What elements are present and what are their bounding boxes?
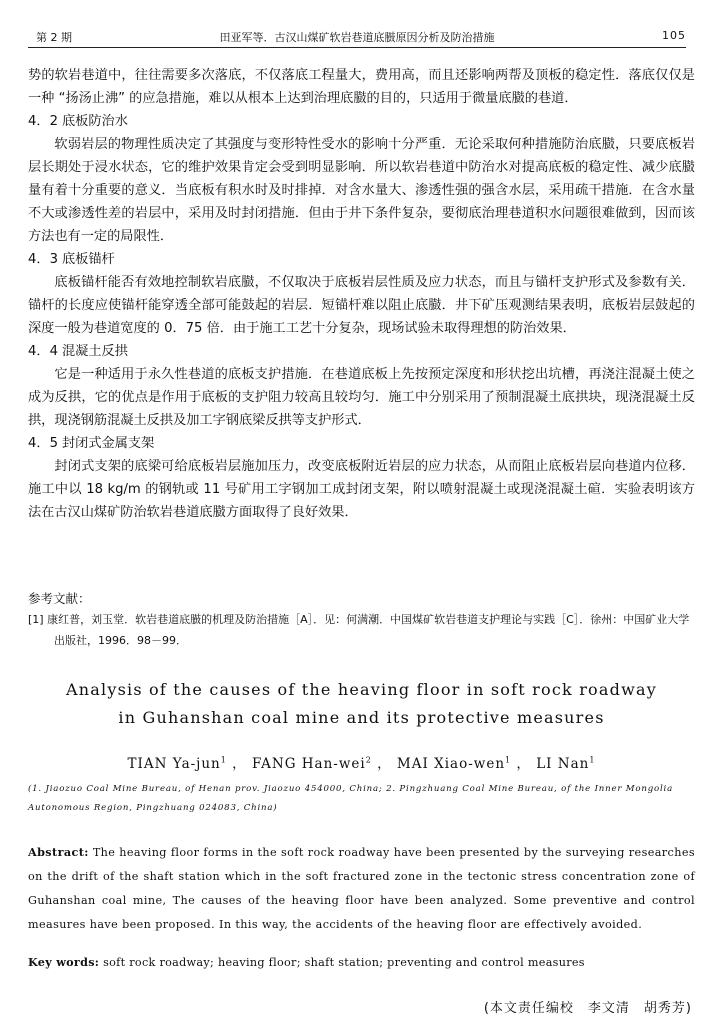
abstract-text: The heaving floor forms in the soft rock roadway have been presented by the surveying researches on the drift of the shaft station which in the soft fractured zone in the tectonic stress concentration zone of Guhanshan coal mine, The causes of the heaving floor have been analyzed. Some preventive and control measures have been proposed. In this way, the accidents of the heaving floor are effectively avoided. [28,846,695,931]
paragraph-4-3: 底板锚杆能否有效地控制软岩底臌，不仅取决于底板岩层性质及应力状态，而且与锚杆支护形式及参数有关．锚杆的长度应使锚杆能穿透全部可能鼓起的岩层．短锚杆难以阻止底臌．井下矿压观测结果表明，底板岩层鼓起的深度一般为巷道宽度的 0．75 倍．由于施工工艺十分复杂，现场试验未取得理想的防治效果． [28,275,695,336]
author-name: FANG Han-wei [251,756,366,772]
author-affil-mark: 2 [365,755,372,765]
section-number: 4．3 [28,252,58,267]
section-title: 混凝土反拱 [62,344,128,359]
section-title: 底板锚杆 [62,252,115,267]
paragraph-4-4: 它是一种适用于永久性巷道的底板支护措施．在巷道底板上先按预定深度和形状挖出坑槽，再浇注混凝土使之成为反拱，它的优点是作用于底板的支护阻力较高且较均匀．施工中分别采用了预制混凝土底拱块，现浇混凝土反拱，现浇钢筋混凝土反拱及加工字钢底梁反拱等支护形式． [28,367,695,428]
author-separator: ， [371,756,392,772]
section-heading-4-3 [28,248,695,271]
header-rule [28,47,686,48]
author-separator: ， [511,756,531,772]
body-text [28,64,695,524]
paragraph-continued: 势的软岩巷道中，往往需要多次落底，不仅落底工程量大，费用高，而且还影响两帮及顶板的稳定性．落底仅仅是一种 “扬汤止沸” 的应急措施，难以从根本上达到治理底臌的目的，只适用于微量底臌的巷道． [28,68,695,106]
section-heading-4-2 [28,110,695,133]
section-number: 4．5 [28,436,58,451]
responsible-editors: (本文责任编校 李文清 胡秀芳) [483,1001,692,1016]
author-name: TIAN Ya-jun [127,756,221,772]
running-header [28,27,686,47]
references-title: 参考文献： [28,591,91,606]
section-heading-4-5 [28,432,695,455]
running-title: 田亚军等．古汉山煤矿软岩巷道底臌原因分析及防治措施 [219,31,495,44]
page-number: 105 [662,29,686,42]
paragraph-4-5: 封闭式支架的底梁可给底板岩层施加压力，改变底板附近岩层的应力状态，从而阻止底板岩层向巷道内位移．施工中以 18 kg/m 的钢轨或 11 号矿用工字钢加工成封闭支架，附以喷射混凝土或现浇混凝土碹．实验表明该方法在古汉山煤矿防治软岩巷道底臌方面取得了良好效果． [28,459,695,520]
author-affil-mark: 1 [505,755,512,765]
english-title-line: in Guhanshan coal mine and its protective measures [118,708,605,727]
english-abstract [28,840,695,937]
keywords-label: Key words: [28,955,100,969]
author-affil-mark: 1 [220,755,227,765]
abstract-label: Abstract: [28,845,89,859]
references [28,588,695,651]
affiliations: (1. Jiaozuo Coal Mine Bureau, of Henan prov. Jiaozuo 454000, China; 2. Pingzhuang Coal Mine Bureau, of the Inner Mongolia Autonomous Region, Pingzhuang 024083, China) [28,784,673,813]
paragraph-4-2: 软弱岩层的物理性质决定了其强度与变形特性受水的影响十分严重．无论采取何种措施防治底臌，只要底板岩层长期处于浸水状态，它的维护效果肯定会受到明显影响．所以软岩巷道中防治水对提高底板的稳定性、减少底臌量有着十分重要的意义．当底板有积水时及时排掉．对含水量大、渗透性强的强含水层，采用疏干措施．在含水量不大或渗透性差的岩层中，采用及时封闭措施．但由于井下条件复杂，要彻底治理巷道积水问题很难做到，因而该方法也有一定的局限性． [28,137,695,244]
section-number: 4．4 [28,344,58,359]
section-heading-4-4 [28,340,695,363]
author-list [28,752,695,772]
section-title: 封闭式金属支架 [62,436,155,451]
author-affil-mark: 1 [589,755,596,765]
author-name: MAI Xiao-wen [396,756,506,772]
english-title-line: Analysis of the causes of the heaving floor in soft rock roadway [66,680,657,699]
english-keywords [28,955,695,969]
reference-item: [1] 康红普，刘玉堂．软岩巷道底臌的机理及防治措施［A］．见：何满潮．中国煤矿软岩巷道支护理论与实践［C］．徐州：中国矿业大学出版社，1996．98－99． [28,613,690,647]
keywords-text: soft rock roadway; heaving floor; shaft station; preventing and control measures [99,956,585,969]
author-separator: ， [226,756,247,772]
section-title: 底板防治水 [62,114,128,129]
issue-number: 第 2 期 [36,31,72,44]
english-title [28,676,695,732]
author-name: LI Nan [536,756,590,772]
section-number: 4．2 [28,114,58,129]
